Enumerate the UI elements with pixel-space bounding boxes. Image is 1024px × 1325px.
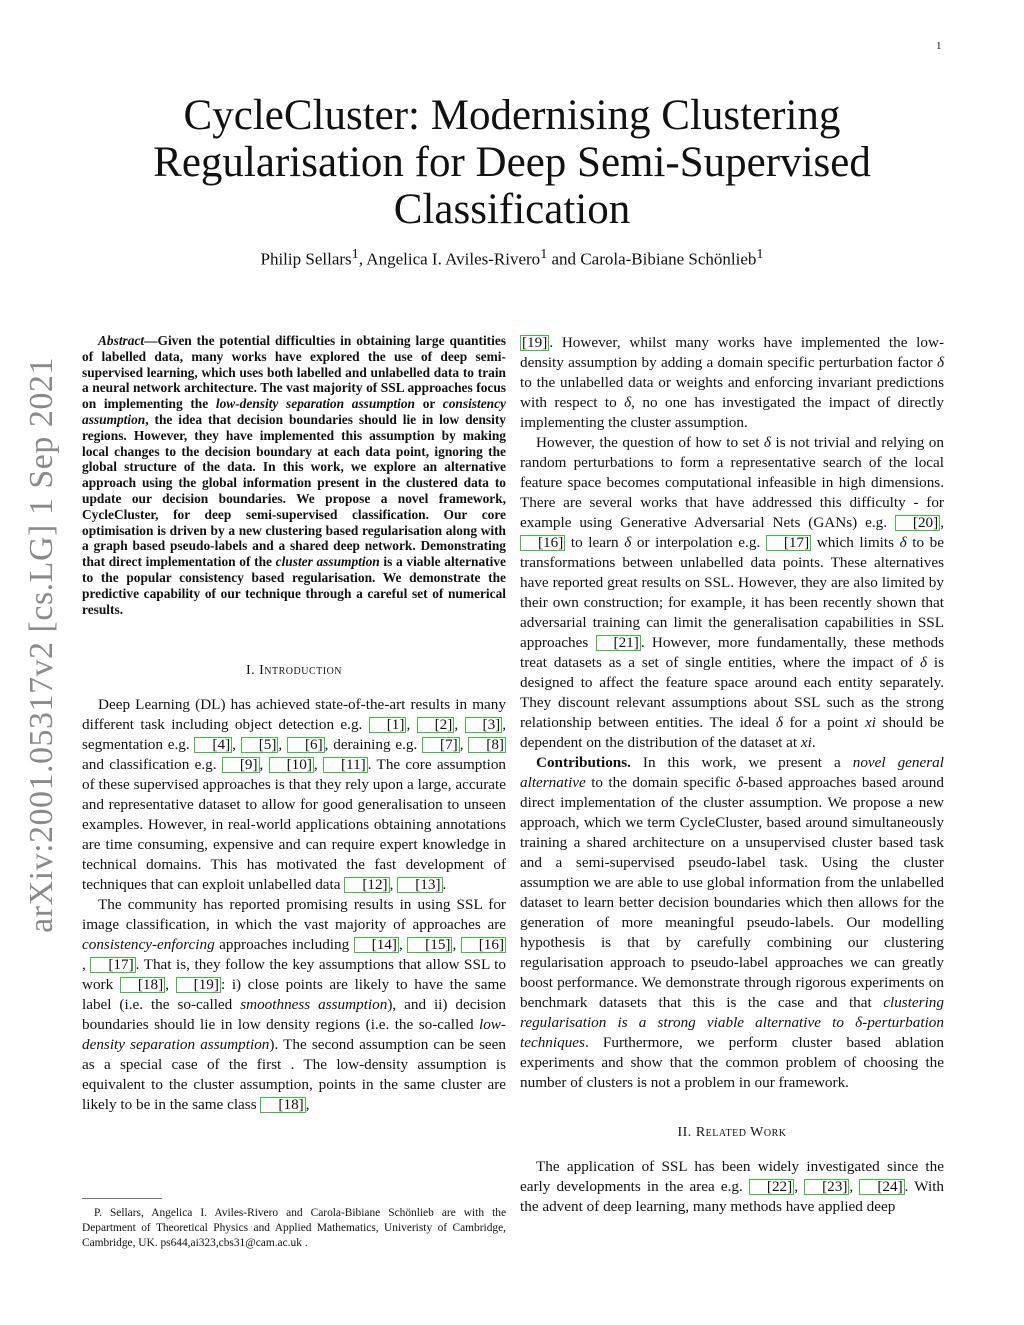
intro-paragraph-1: Deep Learning (DL) has achieved state-of-the-art results in many different task including object detection e.g. [1] , [2] , [3] , segmentation e.g. [4] , [5] , [6] , deraining e.g. [7] , [8] and classification e.g. [9] , [10] , [11] . The core assumption of these supervised approaches is that they rely upon a large, accurate and representative dataset to allow for good generalisation to unseen examples. However, in real-world applications obtaining annotations are time consuming, expensive and can require expert knowledge in technical domains. This has motivated the fast development of techniques that can exploit unlabelled data [12] , [13] . xyxy=(82,696,507,894)
citation-link[interactable]: [19] xyxy=(522,334,548,351)
paper-title xyxy=(110,92,914,233)
intro-paragraph-2: The community has reported promising results in using SSL for image classification, in which the vast majority of approaches are consistency-enforcing approaches including [14] , [15] , [16], [17] . That is, they follow the key assumptions that allow SSL to work [18] , [19] : i) close points are likely to have the same label (i.e. the so-called smoothness assumption), and ii) decision boundaries should lie in low density regions (i.e. the so-called low-density separation assumption). The second assumption can be seen as a special case of the first . The low-density assumption is equivalent to the cluster assumption, points in the same cluster are likely to be in the same class [18] , xyxy=(82,896,507,1114)
related-work-paragraph: The application of SSL has been widely investigated since the early developments in the area e.g. [22] , [23] , [24] . With the advent of deep learning, many methods have applied deep xyxy=(520,1158,945,1215)
author: Carola-Bibiane Schönlieb xyxy=(580,249,757,269)
citation-link[interactable]: [13] xyxy=(397,877,442,893)
abstract: Abstract—Given the potential difficulties in obtaining large quantities of labelled data, many works have explored the use of deep semi-supervised learning, which uses both labelled and unlabelled data to train a neural network architecture. The vast majority of SSL approaches focus on implementing the low-density separation assumption or consistency assumption, the idea that decision boundaries should lie in low density regions. However, they have implemented this assumption by making local changes to the decision boundary at each data point, ignoring the global structure of the data. In this work, we explore an alternative approach using the global information present in the clustered data to update our decision boundaries. We propose a novel framework, CycleCluster, for deep semi-supervised classification. Our core optimisation is driven by a new clustering based regularisation along with a graph based pseudo-labels and a shared deep network. Demonstrating that direct implementation of the cluster assumption is a viable alternative to the popular consistency based regularisation. We demonstrate the predictive capability of our technique through a careful set of numerical results. xyxy=(82,333,506,617)
citation-link[interactable]: [9] xyxy=(222,757,260,773)
page-number: 1 xyxy=(936,40,942,52)
title-line: Classification xyxy=(393,186,631,233)
footnote: P. Sellars, Angelica I. Aviles-Rivero and Carola-Bibiane Schönlieb are with the Department of Theoretical Physics and Applied Mathematics, Univeristy of Cambridge, Cambridge, UK. ps644,ai323,cbs31@cam.ac.uk . xyxy=(82,1207,506,1249)
math-xi: xi xyxy=(800,734,812,751)
citation-link[interactable]: [19] xyxy=(176,977,221,993)
body-paragraph: [19] . However, whilst many works have implemented the low-density assumption by adding a domain specific perturbation factor δ to the unlabelled data or weights and enforcing invariant predictions with respect to δ, no one has investigated the impact of directly implementing the cluster assumption. xyxy=(520,334,944,431)
citation-link[interactable]: [11] xyxy=(323,757,368,773)
contributions-paragraph: Contributions. In this work, we present a novel general alternative to the domain specific δ-based approaches based around direct implementation of the cluster assumption. We propose a new approach, which we term CycleCluster, based around simultaneously training a shared architecture on a unsupervised cluster based task and a semi-supervised pseudo-label task. Using the cluster assumption we are able to use global information from the unlabelled dataset to learn better decision boundaries which then allows for the generation of more meaningful pseudo-labels. Our modelling hypothesis is that by carefully combining our clustering regularisation approach to pseudo-label approaches we can greatly boost performance. We demonstrate through rigorous experiments on benchmark datasets that this is the case and that clustering regularisation is a strong viable alternative to δ-perturbation techniques. Furthermore, we perform cluster based ablation experiments and show that the common problem of choosing the number of clusters is not a problem in our framework. xyxy=(520,754,944,1091)
footnote-rule xyxy=(82,1198,162,1199)
citation-link[interactable]: [7] xyxy=(422,737,460,753)
citation-link[interactable]: [17] xyxy=(766,535,811,551)
author: Angelica I. Aviles-Rivero xyxy=(366,249,541,269)
right-column xyxy=(520,333,944,1217)
math-xi: xi xyxy=(864,714,876,731)
citation-link[interactable]: [17] xyxy=(90,957,135,973)
citation-link[interactable]: [10] xyxy=(269,757,314,773)
citation-link[interactable]: [18] xyxy=(120,977,165,993)
abstract-label: Abstract xyxy=(98,333,145,348)
citation-link[interactable]: [24] xyxy=(859,1179,904,1195)
citation-link[interactable]: [22] xyxy=(749,1179,794,1195)
contributions-label: Contributions. xyxy=(536,754,631,771)
affiliation-mark: 1 xyxy=(756,246,764,262)
section-heading-related-work: II. Related Work xyxy=(677,1125,787,1140)
citation-link[interactable]: [16] xyxy=(520,535,565,551)
arxiv-id: arXiv:2001.05317v2 [cs.LG] 1 Sep 2021 xyxy=(23,357,60,933)
author: Philip Sellars xyxy=(260,249,352,269)
citation-link[interactable]: [5] xyxy=(241,737,279,753)
citation-link[interactable]: [4] xyxy=(194,737,232,753)
affiliation-mark: 1 xyxy=(540,246,548,262)
left-column xyxy=(82,333,506,1115)
citation-link[interactable]: [15] xyxy=(407,937,452,953)
citation-link[interactable]: [2] xyxy=(417,717,455,733)
citation-link[interactable]: [14] xyxy=(354,937,399,953)
citation-link[interactable]: [16] xyxy=(461,937,506,953)
author-list: Philip Sellars$^1$, Angelica I. Aviles-Rivero$^1$ and Carola-Bibiane Schönlieb$^1$ xyxy=(260,246,764,269)
citation-link[interactable]: [18] xyxy=(260,1097,305,1113)
body-paragraph: However, the question of how to set δ is not trivial and relying on random perturbations to form a representative search of the local feature space becomes computational infeasible in high dimensions. There are several works that have addressed this difficulty - for example using Generative Adversarial Nets (GANs) e.g. [20] , [16] to learn δ or interpolation e.g. [17] which limits δ to be transformations between unlabelled data points. These alternatives have reported great results on SSL. However, they are also limited by their own construction; for example, it has been recently shown that adversarial training can limit the generalisation capabilities in SSL approaches [21] . However, more fundamentally, these methods treat datasets as a set of single entities, where the impact of δ is designed to affect the feature space around each entity separately. They discount relevant assumptions about SSL such as the strong relationship between entities. The ideal δ for a point xi should be dependent on the distribution of the dataset at xi. xyxy=(520,434,945,751)
citation-link[interactable]: [1] xyxy=(369,717,407,733)
citation-link[interactable]: [8] xyxy=(468,737,506,753)
citation-link[interactable]: [20] xyxy=(895,515,940,531)
affiliation-mark: 1 xyxy=(351,246,359,262)
citation-link[interactable]: [21] xyxy=(596,635,641,651)
arxiv-stamp xyxy=(12,357,72,933)
section-heading-introduction: I. Introduction xyxy=(245,663,343,679)
citation-link[interactable]: [23] xyxy=(804,1179,849,1195)
title-line: CycleCluster: Modernising Clustering xyxy=(183,92,841,139)
title-line: Regularisation for Deep Semi-Supervised xyxy=(153,139,871,186)
citation-link[interactable]: [6] xyxy=(287,737,325,753)
citation-link[interactable]: [3] xyxy=(465,717,503,733)
citation-link[interactable]: [12] xyxy=(344,877,389,893)
